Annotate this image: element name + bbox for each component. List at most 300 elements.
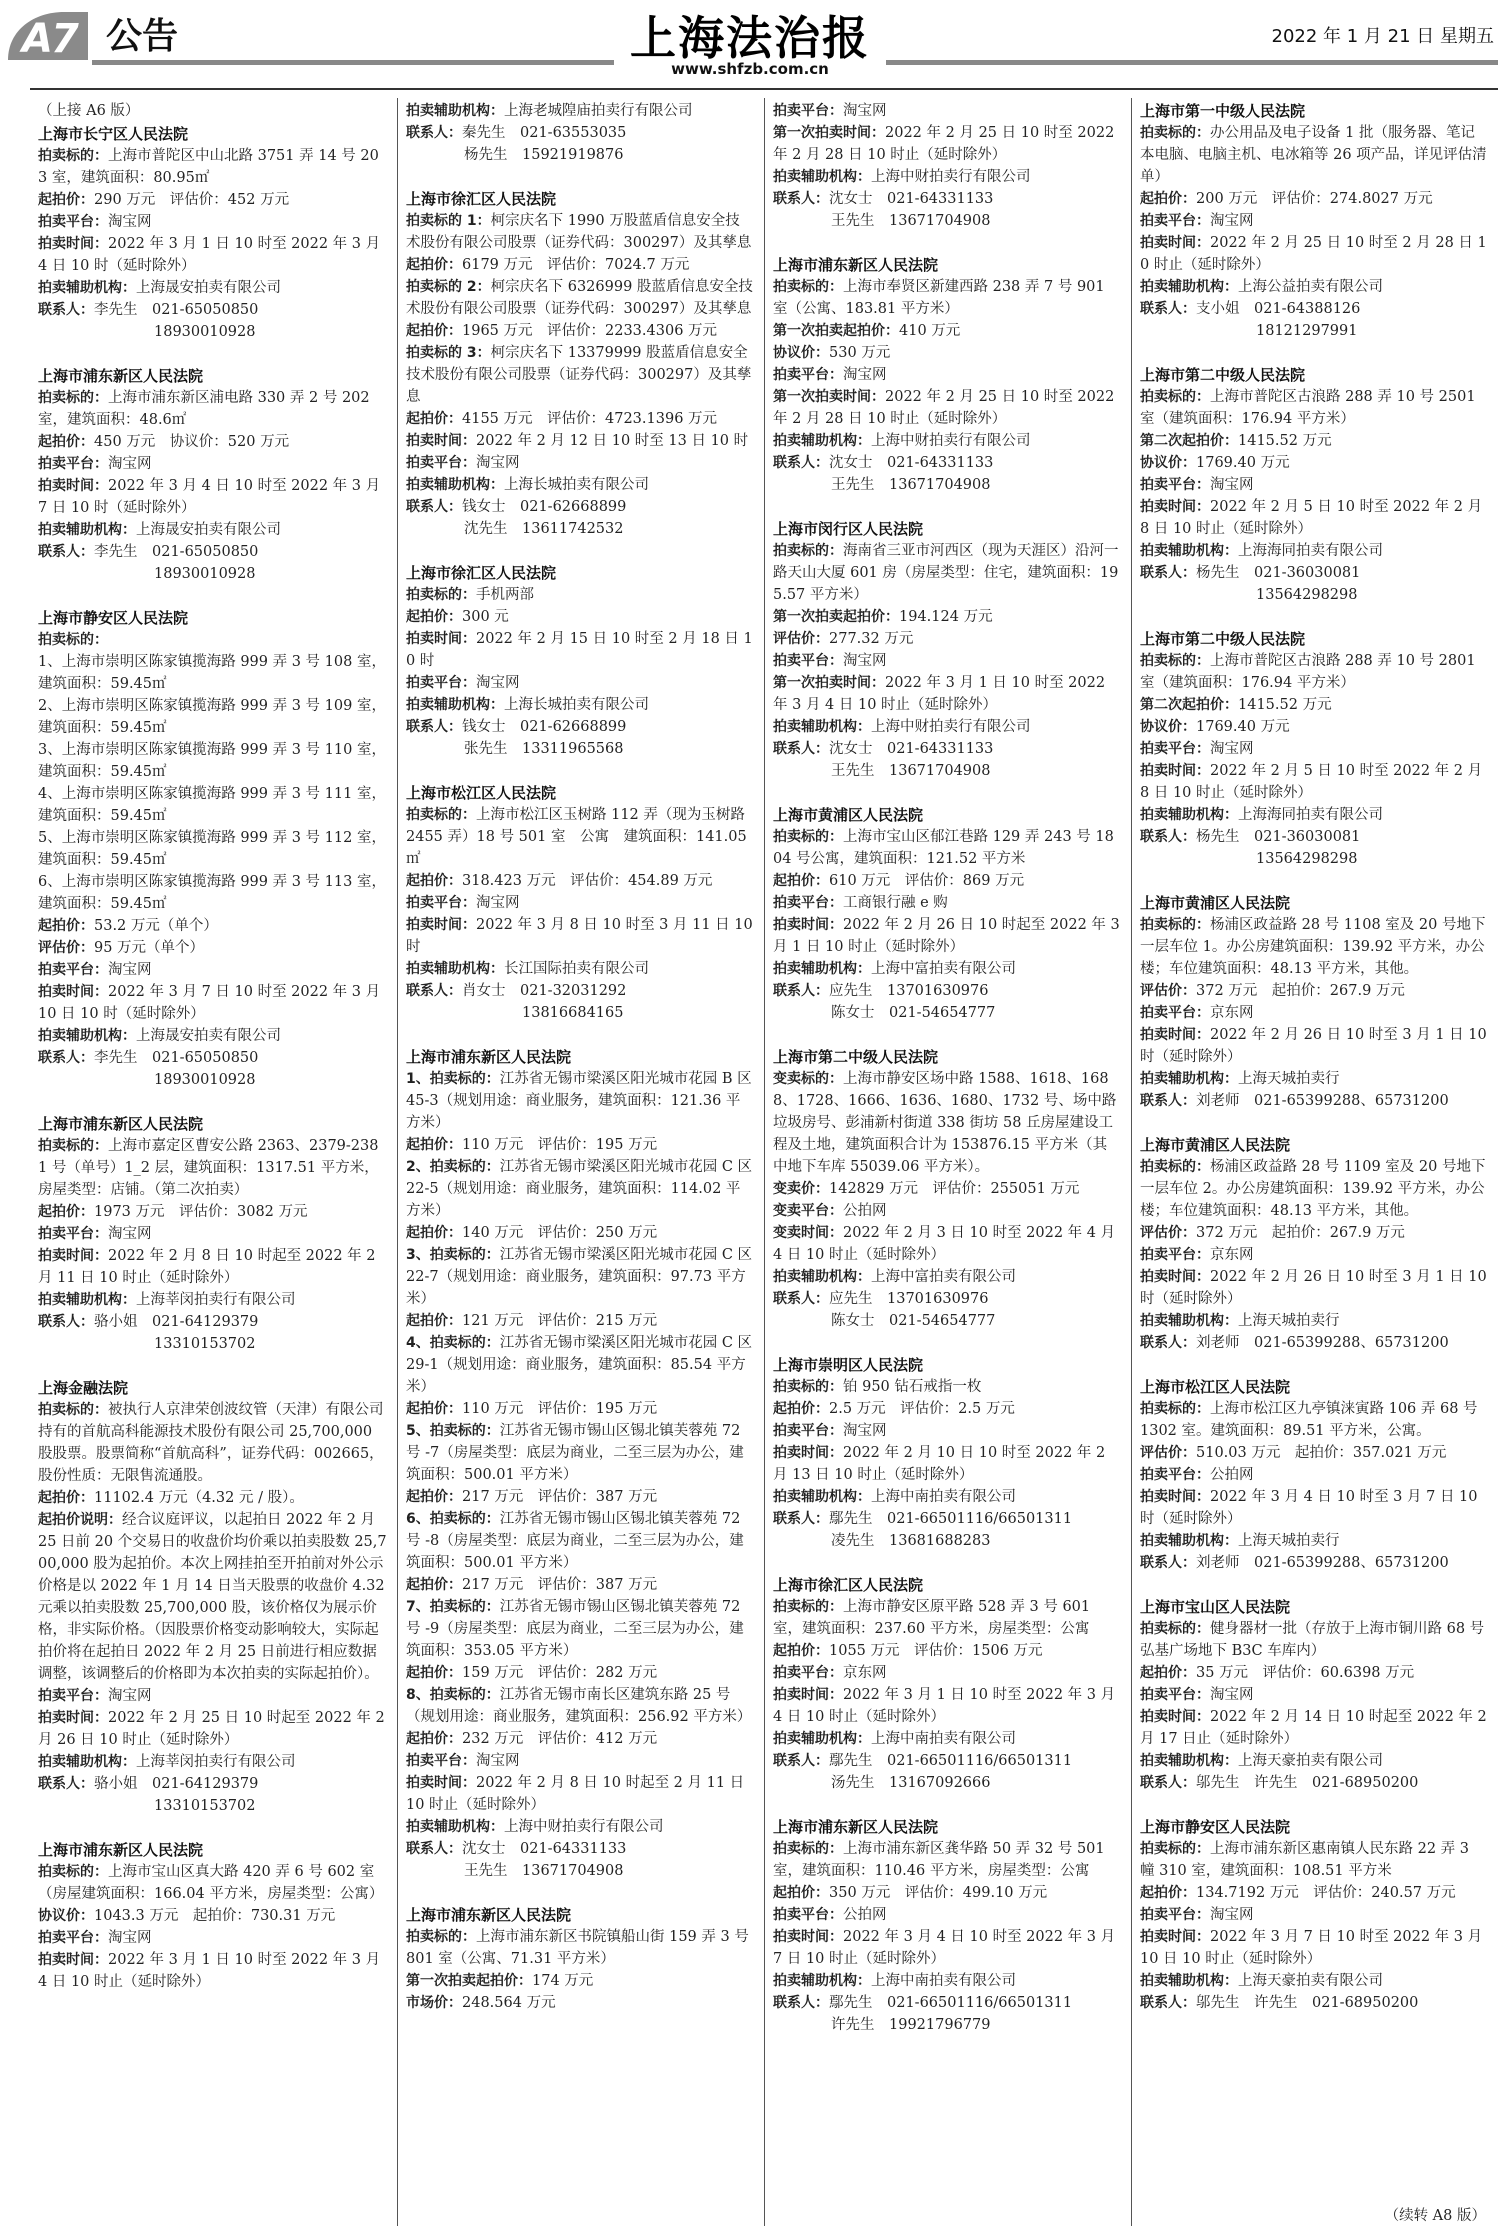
notice-line: 拍卖辅助机构：上海中南拍卖有限公司 [773,1973,1016,1989]
field-key: 拍卖时间： [1140,1929,1210,1945]
court-name: 上海市浦东新区人民法院 [406,1048,572,1066]
auction-notice [406,1904,754,2014]
notice-line: 拍卖平台：淘宝网 [406,455,520,471]
auction-notice [773,804,1121,1024]
auction-notice [406,100,754,166]
notice-line: 起拍价：134.7192 万元 评估价：240.57 万元 [1140,1885,1456,1901]
notice-line: 8、拍卖标的：江苏省无锡市南长区建筑东路 25 号（规划用途：商业服务，建筑面积：256.92 平方米） [406,1687,752,1725]
court-name: 上海市崇明区人民法院 [773,1356,924,1374]
auction-notice [773,1816,1121,2036]
auction-notice [406,782,754,1024]
field-key: 联系人： [773,191,829,207]
newspaper-masthead: 上海法治报 [630,11,870,65]
field-key: 第一次拍卖时间： [773,389,885,405]
field-key: 拍卖时间： [406,631,476,647]
field-key: 第二次起拍价： [1140,697,1238,713]
field-key: 拍卖平台： [1140,213,1210,229]
field-key: 评估价： [773,631,829,647]
field-key: 拍卖标的： [38,632,108,648]
notice-line: 拍卖辅助机构：上海天城拍卖行 [1140,1071,1340,1087]
notice-line: 联系人：沈女士 021-64331133 [406,1841,627,1857]
field-key: 起拍价： [1140,191,1196,207]
notice-line: 联系人：钱女士 021-62668899 [406,719,627,735]
field-key: 拍卖标的： [38,1864,108,1880]
field-key: 拍卖标的 1： [406,213,491,229]
field-key: 起拍价： [38,1490,94,1506]
field-key: 起拍价： [406,609,462,625]
notice-line: 拍卖时间：2022 年 3 月 4 日 10 时至 2022 年 3 月 7 日 10 时止（延时除外） [773,1929,1116,1967]
notice-line: 拍卖标的：办公用品及电子设备 1 批（服务器、笔记本电脑、电脑主机、电冰箱等 26 项产品，详见评估清单） [1140,125,1487,185]
court-name: 上海市浦东新区人民法院 [38,1115,204,1133]
auction-notice [1140,1596,1488,1794]
auction-notice [1140,1134,1488,1354]
notice-line: 起拍价：4155 万元 评估价：4723.1396 万元 [406,411,718,427]
auction-notice [38,365,387,585]
notice-line: 起拍价：200 万元 评估价：274.8027 万元 [1140,191,1433,207]
notice-line: 起拍价：1973 万元 评估价：3082 万元 [38,1204,308,1220]
field-key: 拍卖辅助机构： [773,1731,871,1747]
notice-line: 18930010928 [38,1072,256,1088]
notice-line: 评估价：372 万元 起拍价：267.9 万元 [1140,1225,1405,1241]
field-key: 拍卖标的： [1140,653,1210,669]
auction-notice [406,562,754,760]
notice-line: 拍卖辅助机构：上海海同拍卖有限公司 [1140,807,1383,823]
notice-line: 拍卖辅助机构：上海中富拍卖有限公司 [773,961,1016,977]
field-key: 5、拍卖标的： [406,1423,500,1439]
notice-line: 拍卖时间：2022 年 2 月 26 日 10 时至 3 月 1 日 10 时（延时除外） [1140,1027,1487,1065]
field-key: 拍卖平台： [773,367,843,383]
notice-line: 起拍价：1055 万元 评估价：1506 万元 [773,1643,1043,1659]
field-key: 联系人： [38,1050,94,1066]
field-key: 拍卖平台： [773,895,843,911]
court-name: 上海市徐汇区人民法院 [406,190,557,208]
notice-line: 拍卖标的：上海市浦东新区惠南镇人民东路 22 弄 3 幢 310 室，建筑面积：108.51 平方米 [1140,1841,1470,1879]
auction-notice [406,188,754,540]
field-key: 拍卖标的： [38,148,108,164]
page-number: A7 [22,16,77,62]
notice-line: 第一次拍卖时间：2022 年 2 月 25 日 10 时至 2022 年 2 月 28 日 10 时止（延时除外） [773,125,1115,163]
field-key: 拍卖时间： [1140,1709,1210,1725]
notice-line: 拍卖时间：2022 年 3 月 7 日 10 时至 2022 年 3 月 10 日 10 时止（延时除外） [1140,1929,1483,1967]
notice-line: 联系人：应先生 13701630976 [773,1291,989,1307]
field-key: 拍卖辅助机构： [1140,1753,1238,1769]
notice-line: 起拍价：450 万元 协议价：520 万元 [38,434,290,450]
field-key: 起拍价： [1140,1885,1196,1901]
field-key: 起拍价： [406,1137,462,1153]
field-key: 起拍价： [38,434,94,450]
field-key: 拍卖平台： [406,675,476,691]
notice-line: 联系人：沈女士 021-64331133 [773,191,994,207]
notice-line: 张先生 13311965568 [406,741,624,757]
notice-line: 拍卖标的：上海市普陀区古浪路 288 弄 10 号 2801 室（建筑面积：176.94 平方米） [1140,653,1476,691]
notice-line: 联系人：支小姐 021-64388126 [1140,301,1361,317]
field-key: 拍卖辅助机构： [1140,807,1238,823]
field-key: 拍卖时间： [406,433,476,449]
notice-line: 1、拍卖标的：江苏省无锡市梁溪区阳光城市花园 B 区 45-3（规划用途：商业服务，建筑面积：121.36 平方米） [406,1071,752,1131]
notice-line: 联系人：刘老师 021-65399288、65731200 [1140,1093,1449,1109]
field-key: 联系人： [406,719,462,735]
field-key: 拍卖平台： [773,1665,843,1681]
auction-notice [1140,100,1488,342]
auction-notice [773,518,1121,782]
notice-line: 7、拍卖标的：江苏省无锡市锡山区锡北镇芙蓉苑 72 号 -9（房屋类型：底层为商业，二至三层为办公，建筑面积：353.05 平方米） [406,1599,744,1659]
field-key: 拍卖平台： [1140,741,1210,757]
notice-line: 起拍价：217 万元 评估价：387 万元 [406,1577,658,1593]
notice-line: 13310153702 [38,1336,256,1352]
notice-line: 6、上海市崇明区陈家镇揽海路 999 弄 3 号 113 室，建筑面积：59.45㎡ [38,874,386,912]
notice-line: 拍卖辅助机构：上海中富拍卖有限公司 [773,1269,1016,1285]
notice-line: 拍卖标的：海南省三亚市河西区（现为天涯区）沿河一路天山大厦 601 房（房屋类型：住宅，建筑面积：195.57 平方米） [773,543,1119,603]
auction-notice [1140,364,1488,606]
field-key: 拍卖平台： [38,1226,108,1242]
notice-line: 评估价：372 万元 起拍价：267.9 万元 [1140,983,1405,999]
notice-line: 拍卖平台：淘宝网 [406,675,520,691]
notice-columns [30,98,1498,2226]
notice-line: 拍卖平台：淘宝网 [406,1753,520,1769]
notice-line: 联系人：鄢先生 021-66501116/66501311 [773,1995,1073,2011]
field-key: 起拍价： [38,918,94,934]
notice-line: 拍卖平台：淘宝网 [1140,1687,1254,1703]
field-key: 拍卖平台： [773,1907,843,1923]
header-rule-right [886,60,1498,65]
field-key: 变卖时间： [773,1225,843,1241]
field-key: 拍卖时间： [1140,1269,1210,1285]
notice-line: 联系人：沈女士 021-64331133 [773,455,994,471]
notice-line: 拍卖平台：淘宝网 [773,367,887,383]
notice-line: 拍卖标的 1：柯宗庆名下 1990 万股蓝盾信息安全技术股份有限公司股票（证券代码：300297）及其孳息 [406,213,752,251]
notice-line: 拍卖时间：2022 年 2 月 15 日 10 时至 2 月 18 日 10 时 [406,631,753,669]
field-key: 起拍价： [406,1489,462,1505]
field-key: 起拍价： [773,873,829,889]
field-key: 拍卖时间： [1140,763,1210,779]
field-key: 拍卖时间： [38,236,108,252]
field-key: 联系人： [773,1511,829,1527]
field-key: 拍卖辅助机构： [1140,1533,1238,1549]
notice-line: 拍卖标的：上海市松江区九亭镇涞寅路 106 弄 68 号 1302 室。建筑面积：89.51 平方米，公寓。 [1140,1401,1478,1439]
notice-line: 联系人：骆小姐 021-64129379 [38,1314,259,1330]
field-key: 拍卖平台： [38,962,108,978]
field-key: 拍卖辅助机构： [773,961,871,977]
field-key: 起拍价说明： [38,1512,122,1528]
court-name: 上海市宝山区人民法院 [1140,1598,1291,1616]
field-key: 第一次拍卖起拍价： [773,323,899,339]
court-name: 上海市静安区人民法院 [1140,1818,1291,1836]
notice-line: 拍卖时间：2022 年 3 月 4 日 10 时至 2022 年 3 月 7 日 10 时（延时除外） [38,478,381,516]
field-key: 第二次起拍价： [1140,433,1238,449]
notice-line: 拍卖平台：公拍网 [1140,1467,1254,1483]
field-key: 拍卖平台： [38,1930,108,1946]
court-name: 上海市长宁区人民法院 [38,125,189,143]
notice-line: 拍卖时间：2022 年 2 月 12 日 10 时至 13 日 10 时 [406,433,749,449]
notice-line: 起拍价：2.5 万元 评估价：2.5 万元 [773,1401,1015,1417]
notice-line: 拍卖时间：2022 年 3 月 1 日 10 时至 2022 年 3 月 4 日 10 时止（延时除外） [38,1952,381,1990]
field-key: 拍卖标的： [38,390,108,406]
court-name: 上海市第二中级人民法院 [1140,630,1306,648]
field-key: 拍卖标的 3： [406,345,491,361]
notice-line: 拍卖标的 2：柯宗庆名下 6326999 股蓝盾信息安全技术股份有限公司股票（证券代码：300297）及其孳息 [406,279,753,317]
notice-line: 拍卖平台：淘宝网 [773,103,887,119]
field-key: 拍卖时间： [773,917,843,933]
notice-line: 拍卖标的：上海市嘉定区曹安公路 2363、2379-2381 号（单号）1_2 层，建筑面积：1317.51 平方米，房屋类型：店铺。（第二次拍卖） [38,1138,379,1198]
notice-line: 拍卖辅助机构：上海天豪拍卖有限公司 [1140,1753,1383,1769]
notice-line: 拍卖平台：淘宝网 [773,653,887,669]
notice-line [38,629,387,651]
field-key: 6、拍卖标的： [406,1511,500,1527]
field-key: 联系人： [38,302,94,318]
notice-line: 起拍价：110 万元 评估价：195 万元 [406,1401,658,1417]
notice-line: 市场价：248.564 万元 [406,1995,556,2011]
notice-line: 拍卖平台：淘宝网 [38,456,152,472]
field-key: 拍卖时间： [1140,1489,1210,1505]
notice-line: 协议价：530 万元 [773,345,891,361]
field-key: 拍卖标的： [1140,917,1210,933]
field-key: 联系人： [773,455,829,471]
notice-line: 联系人：李先生 021-65050850 [38,302,259,318]
field-key: 拍卖标的： [773,1841,843,1857]
notice-line: 陈女士 021-54654777 [773,1313,996,1329]
notice-line: 拍卖辅助机构：上海中财拍卖行有限公司 [406,1819,664,1835]
field-key: 拍卖标的： [406,807,476,823]
notice-line: 拍卖标的：上海市浦东新区龚华路 50 弄 32 号 501 室，建筑面积：110.46 平方米，房屋类型：公寓 [773,1841,1105,1879]
field-key: 拍卖时间： [1140,499,1210,515]
field-key: 协议价： [1140,719,1196,735]
auction-notice [773,1046,1121,1332]
notice-line: 拍卖平台：工商银行融 e 购 [773,895,948,911]
field-key: 联系人： [1140,565,1196,581]
notice-line: 联系人：李先生 021-65050850 [38,1050,259,1066]
field-key: 起拍价： [38,1204,94,1220]
court-name: 上海金融法院 [38,1379,129,1397]
column-2 [397,98,764,2226]
notice-line: 联系人：鄢先生 021-66501116/66501311 [773,1511,1073,1527]
notice-line: 变卖时间：2022 年 2 月 3 日 10 时至 2022 年 4 月 4 日 10 时止（延时除外） [773,1225,1116,1263]
notice-line: 起拍价：1965 万元 评估价：2233.4306 万元 [406,323,718,339]
notice-line: 拍卖平台：淘宝网 [1140,1907,1254,1923]
notice-line: 起拍价：35 万元 评估价：60.6398 万元 [1140,1665,1415,1681]
field-key: 拍卖平台： [773,103,843,119]
field-key: 拍卖平台： [773,653,843,669]
field-key: 拍卖辅助机构： [38,1292,136,1308]
field-key: 拍卖辅助机构： [406,1819,504,1835]
notice-line: 联系人：秦先生 021-63553035 [406,125,627,141]
notice-line: 变卖平台：公拍网 [773,1203,887,1219]
field-key: 拍卖标的 2： [406,279,491,295]
notice-line: 拍卖标的 3：柯宗庆名下 13379999 股蓝盾信息安全技术股份有限公司股票（证券代码：300297）及其孳息 [406,345,752,405]
notice-line: 许先生 19921796779 [773,2017,991,2033]
notice-line: 起拍价：121 万元 评估价：215 万元 [406,1313,658,1329]
notice-line: 拍卖时间：2022 年 2 月 26 日 10 时至 3 月 1 日 10 时（延时除外） [1140,1269,1487,1307]
notice-line: 拍卖时间：2022 年 3 月 1 日 10 时至 2022 年 3 月 4 日 10 时（延时除外） [38,236,381,274]
notice-line: 6、拍卖标的：江苏省无锡市锡山区锡北镇芙蓉苑 72 号 -8（房屋类型：底层为商业，二至三层为办公，建筑面积：500.01 平方米） [406,1511,744,1571]
notice-line: 4、上海市崇明区陈家镇揽海路 999 弄 3 号 111 室，建筑面积：59.45㎡ [38,786,386,824]
field-key: 起拍价： [406,323,462,339]
field-key: 拍卖时间： [773,1687,843,1703]
court-name: 上海市浦东新区人民法院 [773,1818,939,1836]
field-key: 拍卖辅助机构： [1140,1071,1238,1087]
page-badge [4,6,92,62]
notice-line: 联系人：鄢先生 021-66501116/66501311 [773,1753,1073,1769]
field-key: 起拍价： [406,1731,462,1747]
field-key: 联系人： [1140,1335,1196,1351]
notice-line: 拍卖平台：淘宝网 [38,214,152,230]
field-key: 拍卖标的： [38,1138,108,1154]
court-name: 上海市徐汇区人民法院 [406,564,557,582]
notice-line: 起拍价：6179 万元 评估价：7024.7 万元 [406,257,690,273]
notice-line: 拍卖标的：上海市松江区玉树路 112 弄（现为玉树路 2455 弄）18 号 501 室 公寓 建筑面积：141.05㎡ [406,807,747,867]
field-key: 拍卖标的： [406,587,476,603]
notice-line: 拍卖辅助机构：上海海同拍卖有限公司 [1140,543,1383,559]
auction-notice [1140,1376,1488,1574]
column-4 [1131,98,1498,2226]
notice-line: 协议价：1769.40 万元 [1140,455,1290,471]
court-name: 上海市第二中级人民法院 [773,1048,939,1066]
notice-line: 第二次起拍价：1415.52 万元 [1140,697,1332,713]
header-rule-left [92,60,614,65]
notice-line: 起拍价：300 元 [406,609,509,625]
field-key: 拍卖平台： [1140,1467,1210,1483]
field-key: 联系人： [406,983,462,999]
notice-line: 联系人：刘老师 021-65399288、65731200 [1140,1335,1449,1351]
column-3 [764,98,1131,2226]
field-key: 拍卖平台： [38,456,108,472]
field-key: 市场价： [406,1995,462,2011]
field-key: 拍卖时间： [38,1248,108,1264]
field-key: 起拍价： [773,1885,829,1901]
notice-line: 联系人：肖女士 021-32031292 [406,983,627,999]
field-key: 联系人： [773,983,829,999]
notice-line: 拍卖时间：2022 年 2 月 26 日 10 时起至 2022 年 3 月 1 日 10 时止（延时除外） [773,917,1120,955]
notice-line: 起拍价：140 万元 评估价：250 万元 [406,1225,658,1241]
field-key: 评估价： [1140,1445,1196,1461]
notice-line: 18930010928 [38,324,256,340]
field-key: 拍卖时间： [38,478,108,494]
notice-line: 评估价：510.03 万元 起拍价：357.021 万元 [1140,1445,1447,1461]
field-key: 起拍价： [1140,1665,1196,1681]
field-key: 第一次拍卖时间： [773,675,885,691]
notice-line: 拍卖标的：手机两部 [406,587,534,603]
notice-line: 起拍价：232 万元 评估价：412 万元 [406,1731,658,1747]
field-key: 3、拍卖标的： [406,1247,500,1263]
notice-line: 2、上海市崇明区陈家镇揽海路 999 弄 3 号 109 室，建筑面积：59.45㎡ [38,698,386,736]
notice-line: 拍卖标的：被执行人京津荣创波纹管（天津）有限公司持有的首航高科能源技术股份有限公司 25,700,000 股股票。股票简称“首航高科”，证券代码：002665，股份性质：无限售流通股。 [38,1402,384,1484]
notice-line: 拍卖辅助机构：上海莘闵拍卖行有限公司 [38,1754,296,1770]
field-key: 拍卖标的： [773,1599,843,1615]
notice-line: 拍卖时间：2022 年 2 月 5 日 10 时至 2022 年 2 月 8 日 10 时止（延时除外） [1140,499,1483,537]
notice-line: 拍卖时间：2022 年 2 月 10 日 10 时至 2022 年 2 月 13 日 10 时止（延时除外） [773,1445,1106,1483]
notice-line: 第一次拍卖时间：2022 年 2 月 25 日 10 时至 2022 年 2 月 28 日 10 时止（延时除外） [773,389,1115,427]
notice-line: 拍卖时间：2022 年 2 月 14 日 10 时起至 2022 年 2 月 17 日止（延时除外） [1140,1709,1487,1747]
notice-line: 拍卖辅助机构：上海晟安拍卖有限公司 [38,1028,281,1044]
auction-notice [406,1046,754,1882]
column-1 [30,98,397,2226]
notice-line: 起拍价：610 万元 评估价：869 万元 [773,873,1025,889]
field-key: 拍卖标的： [773,829,843,845]
field-key: 拍卖辅助机构： [406,103,504,119]
notice-line: 第一次拍卖时间：2022 年 3 月 1 日 10 时至 2022 年 3 月 4 日 10 时止（延时除外） [773,675,1106,713]
notice-line: 拍卖辅助机构：上海老城隍庙拍卖行有限公司 [406,103,693,119]
field-key: 起拍价： [406,1401,462,1417]
field-key: 拍卖辅助机构： [1140,543,1238,559]
field-key: 拍卖辅助机构： [38,522,136,538]
notice-line: 拍卖平台：淘宝网 [1140,213,1254,229]
site-url[interactable]: www.shfzb.com.cn [671,60,829,78]
notice-line: 拍卖平台：淘宝网 [1140,741,1254,757]
court-name: 上海市黄浦区人民法院 [773,806,924,824]
field-key: 拍卖辅助机构： [406,697,504,713]
field-key: 7、拍卖标的： [406,1599,500,1615]
auction-notice [38,607,387,1091]
field-key: 联系人： [406,1841,462,1857]
field-key: 拍卖平台： [1140,1247,1210,1263]
notice-line: 起拍价：159 万元 评估价：282 万元 [406,1665,658,1681]
court-name: 上海市徐汇区人民法院 [773,1576,924,1594]
notice-line: 变卖标的：上海市静安区场中路 1588、1618、1688、1728、1666、1636、1680、1732 号、场中路垃圾房号、彭浦新村街道 338 街坊 58 丘房屋建设工程及土地，建筑面积合计为 153876.15 平方米（其中地下车库 55039.06 平方米）。 [773,1071,1117,1175]
notice-line: 拍卖标的：上海市普陀区古浪路 288 弄 10 号 2501 室（建筑面积：176.94 平方米） [1140,389,1476,427]
field-key: 联系人： [1140,1093,1196,1109]
field-key: 起拍价： [773,1643,829,1659]
notice-line: 拍卖平台：京东网 [1140,1005,1254,1021]
field-key: 评估价： [1140,1225,1196,1241]
auction-notice [38,1113,387,1355]
notice-line: 拍卖时间：2022 年 2 月 5 日 10 时至 2022 年 2 月 8 日 10 时止（延时除外） [1140,763,1483,801]
field-key: 拍卖辅助机构： [773,1269,871,1285]
field-key: 拍卖平台： [406,1753,476,1769]
notice-line: 王先生 13671704908 [773,477,991,493]
notice-line: 第二次起拍价：1415.52 万元 [1140,433,1332,449]
notice-line: 杨先生 15921919876 [406,147,624,163]
notice-line: 13310153702 [38,1798,256,1814]
notice-line: 凌先生 13681688283 [773,1533,991,1549]
notice-line: 拍卖标的：上海市宝山区郁江巷路 129 弄 243 号 1804 号公寓，建筑面积：121.52 平方米 [773,829,1114,867]
field-key: 拍卖标的： [773,1379,843,1395]
auction-notice [38,123,387,343]
notice-line: 陈女士 021-54654777 [773,1005,996,1021]
auction-notice [1140,1816,1488,2014]
notice-line: 第一次拍卖起拍价：410 万元 [773,323,961,339]
notice-line: 拍卖标的：上海市浦东新区浦电路 330 弄 2 号 202 室，建筑面积：48.6㎡ [38,390,370,428]
field-key: 评估价： [38,940,94,956]
court-name: 上海市闵行区人民法院 [773,520,924,538]
field-key: 起拍价： [406,1225,462,1241]
notice-line: 联系人：邬先生 许先生 021-68950200 [1140,1995,1419,2011]
field-key: 拍卖时间： [773,1929,843,1945]
field-key: 拍卖辅助机构： [1140,279,1238,295]
field-key: 第一次拍卖时间： [773,125,885,141]
notice-line: 联系人：杨先生 021-36030081 [1140,565,1361,581]
notice-line: 拍卖平台：京东网 [773,1665,887,1681]
notice-line: 拍卖标的：杨浦区政益路 28 号 1108 室及 20 号地下一层车位 1。办公房建筑面积：139.92 平方米，办公楼；车位建筑面积：48.13 平方米，其他。 [1140,917,1486,977]
notice-line: 拍卖时间：2022 年 2 月 8 日 10 时起至 2022 年 2 月 11 日 10 时止（延时除外） [38,1248,376,1286]
notice-line: 拍卖标的：上海市奉贤区新建西路 238 弄 7 号 901 室（公寓、183.81 平方米） [773,279,1105,317]
notice-line: 评估价：277.32 万元 [773,631,914,647]
notice-line: 拍卖辅助机构：长江国际拍卖有限公司 [406,961,649,977]
field-key: 联系人： [1140,1775,1196,1791]
notice-line: 4、拍卖标的：江苏省无锡市梁溪区阳光城市花园 C 区 29-1（规划用途：商业服务，建筑面积：85.54 平方米） [406,1335,753,1395]
field-key: 起拍价： [406,257,462,273]
notice-line: 拍卖辅助机构：上海中财拍卖行有限公司 [773,719,1031,735]
field-key: 联系人： [773,1753,829,1769]
field-key: 变卖标的： [773,1071,843,1087]
field-key: 变卖平台： [773,1203,843,1219]
notice-line: 拍卖平台：淘宝网 [38,1930,152,1946]
notice-line: 18930010928 [38,566,256,582]
page-header [0,0,1500,98]
notice-line: 起拍价：217 万元 评估价：387 万元 [406,1489,658,1505]
field-key: 拍卖时间： [1140,235,1210,251]
notice-line: 拍卖标的：上海市静安区原平路 528 弄 3 号 601 室，建筑面积：237.60 平方米，房屋类型：公寓 [773,1599,1091,1637]
notice-line: 拍卖标的：健身器材一批（存放于上海市铜川路 68 号弘基广场地下 B3C 车库内） [1140,1621,1485,1659]
court-name: 上海市浦东新区人民法院 [38,367,204,385]
